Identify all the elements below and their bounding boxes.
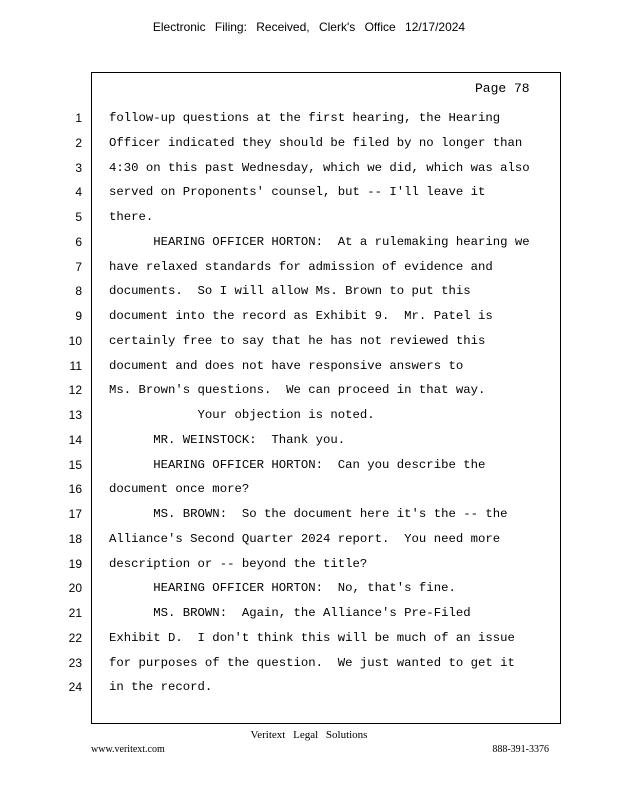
transcript-line (0, 232, 618, 252)
line-number: 5 (75, 210, 82, 224)
line-number: 16 (68, 482, 82, 497)
line-number: 19 (68, 556, 82, 571)
transcript-line (0, 677, 618, 697)
line-number: 13 (68, 408, 82, 422)
line-text: MR. WEINSTOCK: Thank you. (109, 432, 346, 447)
transcript-line (0, 207, 618, 227)
transcript-line (0, 603, 618, 623)
line-text: document into the record as Exhibit 9. Mr. Patel is (109, 309, 493, 323)
line-number: 4 (75, 185, 82, 200)
line-text: certainly free to say that he has not reviewed this (109, 333, 486, 348)
line-number: 14 (68, 432, 82, 447)
transcript-line (0, 455, 618, 475)
transcript-line (0, 133, 618, 153)
line-number: 1 (75, 111, 82, 125)
line-number: 21 (68, 606, 82, 620)
line-text: have relaxed standards for admission of evidence and (109, 259, 493, 274)
line-number: 18 (68, 531, 82, 546)
line-text: Exhibit D. I don't think this will be much of an issue (109, 630, 515, 645)
line-number: 9 (75, 309, 82, 323)
transcript-line (0, 158, 618, 178)
line-text: MS. BROWN: Again, the Alliance's Pre-Filed (109, 606, 471, 620)
line-number: 6 (75, 234, 82, 249)
transcript-line (0, 628, 618, 648)
line-text: HEARING OFFICER HORTON: At a rulemaking hearing we (109, 234, 530, 249)
transcript-line (0, 281, 618, 301)
footer-phone: 888-391-3376 (492, 744, 549, 755)
line-number: 23 (68, 655, 82, 670)
transcript-line (0, 479, 618, 499)
line-text: there. (109, 210, 154, 224)
transcript-line (0, 257, 618, 277)
transcript-line (0, 182, 618, 202)
line-number: 22 (68, 630, 82, 645)
line-text: Alliance's Second Quarter 2024 report. You need more (109, 531, 501, 546)
line-text: MS. BROWN: So the document here it's the -- the (109, 507, 508, 521)
transcript-line (0, 653, 618, 673)
transcript-line (0, 306, 618, 326)
transcript-line (0, 554, 618, 574)
filing-stamp-header: Electronic Filing: Received, Clerk's Office 12/17/2024 (152, 20, 466, 34)
footer-website: www.veritext.com (91, 744, 165, 755)
line-text: HEARING OFFICER HORTON: No, that's fine. (109, 581, 456, 596)
page-number: Page 78 (475, 81, 530, 96)
line-number: 2 (75, 135, 82, 150)
line-text: served on Proponents' counsel, but -- I'll leave it (109, 185, 486, 200)
line-text: documents. So I will allow Ms. Brown to put this (109, 284, 471, 299)
line-number: 17 (68, 507, 82, 521)
transcript-line (0, 405, 618, 425)
line-number: 11 (69, 358, 82, 373)
transcript-line (0, 331, 618, 351)
transcript-line (0, 380, 618, 400)
line-text: in the record. (109, 680, 213, 695)
line-text: 4:30 on this past Wednesday, which we did, which was also (109, 160, 530, 175)
transcript-line (0, 504, 618, 524)
line-text: HEARING OFFICER HORTON: Can you describe the (109, 457, 486, 472)
line-text: Your objection is noted. (109, 408, 375, 422)
line-text: document and does not have responsive answers to (109, 358, 464, 373)
transcript-line (0, 356, 618, 376)
line-text: for purposes of the question. We just wanted to get it (109, 655, 515, 670)
line-text: follow-up questions at the first hearing, the Hearing (109, 111, 501, 125)
line-number: 7 (75, 259, 82, 274)
line-number: 20 (68, 581, 82, 596)
transcript-line (0, 108, 618, 128)
transcript-line (0, 578, 618, 598)
line-text: document once more? (109, 482, 250, 497)
line-number: 3 (75, 160, 82, 175)
transcript-line (0, 430, 618, 450)
transcript-line (0, 529, 618, 549)
line-number: 10 (68, 333, 82, 348)
line-text: description or -- beyond the title? (109, 556, 368, 571)
line-number: 24 (68, 680, 82, 695)
line-text: Officer indicated they should be filed by no longer than (109, 135, 523, 150)
line-number: 8 (75, 284, 82, 299)
footer-company: Veritext Legal Solutions (250, 729, 368, 741)
line-text: Ms. Brown's questions. We can proceed in that way. (109, 383, 486, 398)
line-number: 12 (68, 383, 82, 398)
line-number: 15 (68, 457, 82, 472)
